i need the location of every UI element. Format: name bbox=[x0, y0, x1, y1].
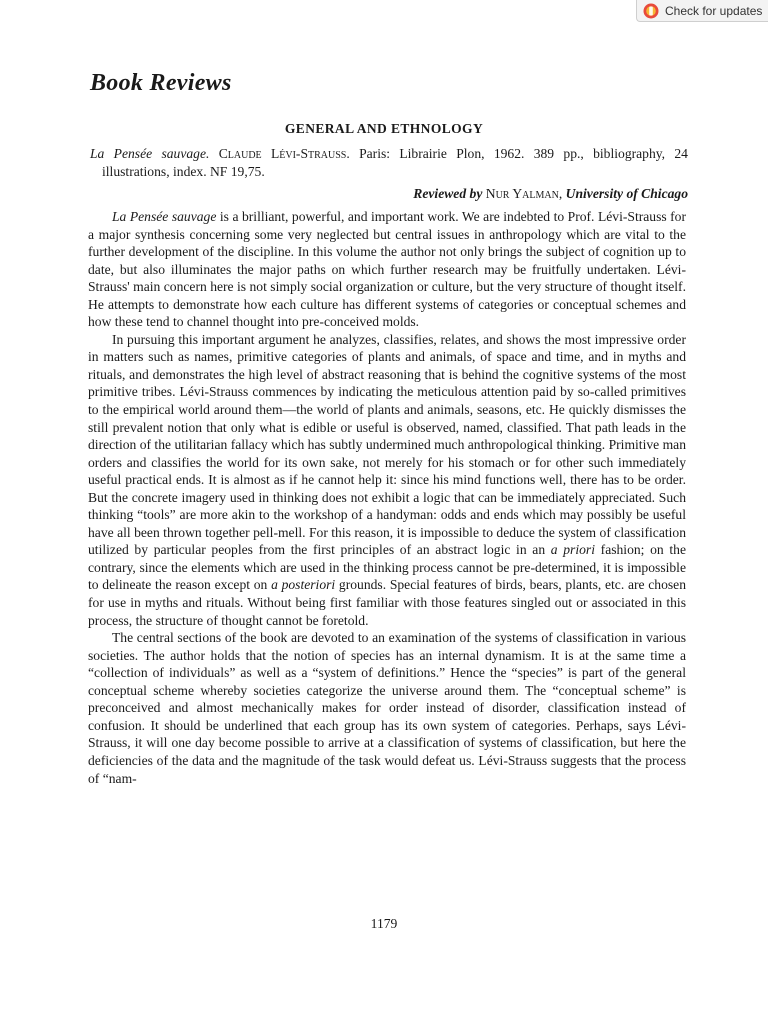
check-for-updates-label: Check for updates bbox=[665, 3, 763, 18]
paragraph-2 bbox=[88, 331, 686, 629]
reviewed-by-prefix: Reviewed by bbox=[413, 186, 483, 201]
reviewer-affiliation: University of Chicago bbox=[565, 186, 688, 201]
paragraph-2-text-b: fashion; on the contrary, since the elements which are used in the thinking process cannot be pre-determined, it is impossible to delineate the reason except on bbox=[88, 542, 686, 593]
book-citation bbox=[90, 145, 688, 180]
check-for-updates-button[interactable] bbox=[636, 0, 768, 22]
paragraph-2-italic-1: a priori bbox=[550, 542, 595, 558]
reviewer-line bbox=[90, 186, 688, 202]
book-title: La Pensée sauvage. bbox=[90, 146, 210, 161]
page-heading: Book Reviews bbox=[90, 70, 232, 96]
paragraph-3: The central sections of the book are devoted to an examination of the systems of classification in various societies. The author holds that the notion of species has an internal dynamism. It is at the same time a “collection of individuals” as well as a “system of definitions.” Hence the “species” is part of the general conceptual scheme whereby societies categorize the universe around them. The “conceptual scheme” is preconceived and almost mechanically makes for order instead of disorder, classification instead of confusion. It should be underlined that each group has its own system of categories. Perhaps, says Lévi-Strauss, it will one day become possible to arrive at a classification of systems of classification, but here the deficiencies of the data and the magnitude of the task would defeat us. Lévi-Strauss suggests that the process of “nam- bbox=[88, 630, 686, 786]
review-body bbox=[88, 208, 686, 787]
paragraph-2-text-a: In pursuing this important argument he analyzes, classifies, relates, and shows the most impressive order in matters such as names, primitive categories of plants and animals, of space and time, and in myths and rituals, and demonstrates the high level of abstract reasoning that is behind the cognitive systems of the most primitive tribes. Lévi-Strauss commences by indicating the meticulous attention paid by so-called primitives to the empirical world around them—the world of plants and animals, seasons, etc. He quickly dismisses the still prevalent notion that only what is edible or useful is observed, named, classified. That path leads in the direction of the utilitarian fallacy which has subtly undermined much anthropological thinking. Primitive man orders and classifies the world for its own sake, not merely for his stomach or for other such immediately useful practical ends. It is almost as if he cannot help it: since his mind functions well, there has to be order. But the concrete imagery used in thinking does not exhibit a logic that can be immediately appreciated. Such thinking “tools” are more akin to the workshop of a handyman: odds and ends which may possibly be useful have all been thrown together pell-mell. For this reason, it is impossible to deduce the system of classification utilized by particular peoples from the first principles of an abstract logic in an bbox=[88, 331, 686, 558]
check-updates-icon bbox=[643, 3, 659, 19]
paragraph-1-text: is a brilliant, powerful, and important work. We are indebted to Prof. Lévi-Strauss for a major synthesis concerning some very neglected but central issues in anthropology which are vital to the further development of the discipline. In this volume the author not only brings the subject of cognition up to date, but also illuminates the major paths on which further research may be fruitfully undertaken. Lévi-Strauss' main concern here is not simply social organization or culture, but the very structure of thought itself. He attempts to demonstrate how each culture has different systems of categories or conceptual schemes and how these tend to channel thought into pre-conceived molds. bbox=[88, 209, 686, 330]
paragraph-2-italic-2: a posteriori bbox=[271, 577, 336, 593]
section-title: GENERAL AND ETHNOLOGY bbox=[284, 121, 484, 136]
reviewer-name: Nur Yalman, bbox=[485, 186, 563, 201]
book-author: Claude Lévi-Strauss. bbox=[218, 146, 350, 161]
paragraph-2-text-c: grounds. Special features of birds, bears, plants, etc. are chosen for use in myths and rituals. Without being first familiar with those features singled out or associated in this process, the structure of thought cannot be foretold. bbox=[88, 577, 686, 628]
paragraph-1-lead: La Pensée sauvage bbox=[112, 209, 217, 224]
page-number: 1179 bbox=[370, 916, 398, 931]
book-details: Paris: Librairie Plon, 1962. 389 pp., bibliography, 24 illustrations, index. NF 19,75. bbox=[102, 146, 688, 179]
paragraph-1 bbox=[88, 208, 686, 331]
